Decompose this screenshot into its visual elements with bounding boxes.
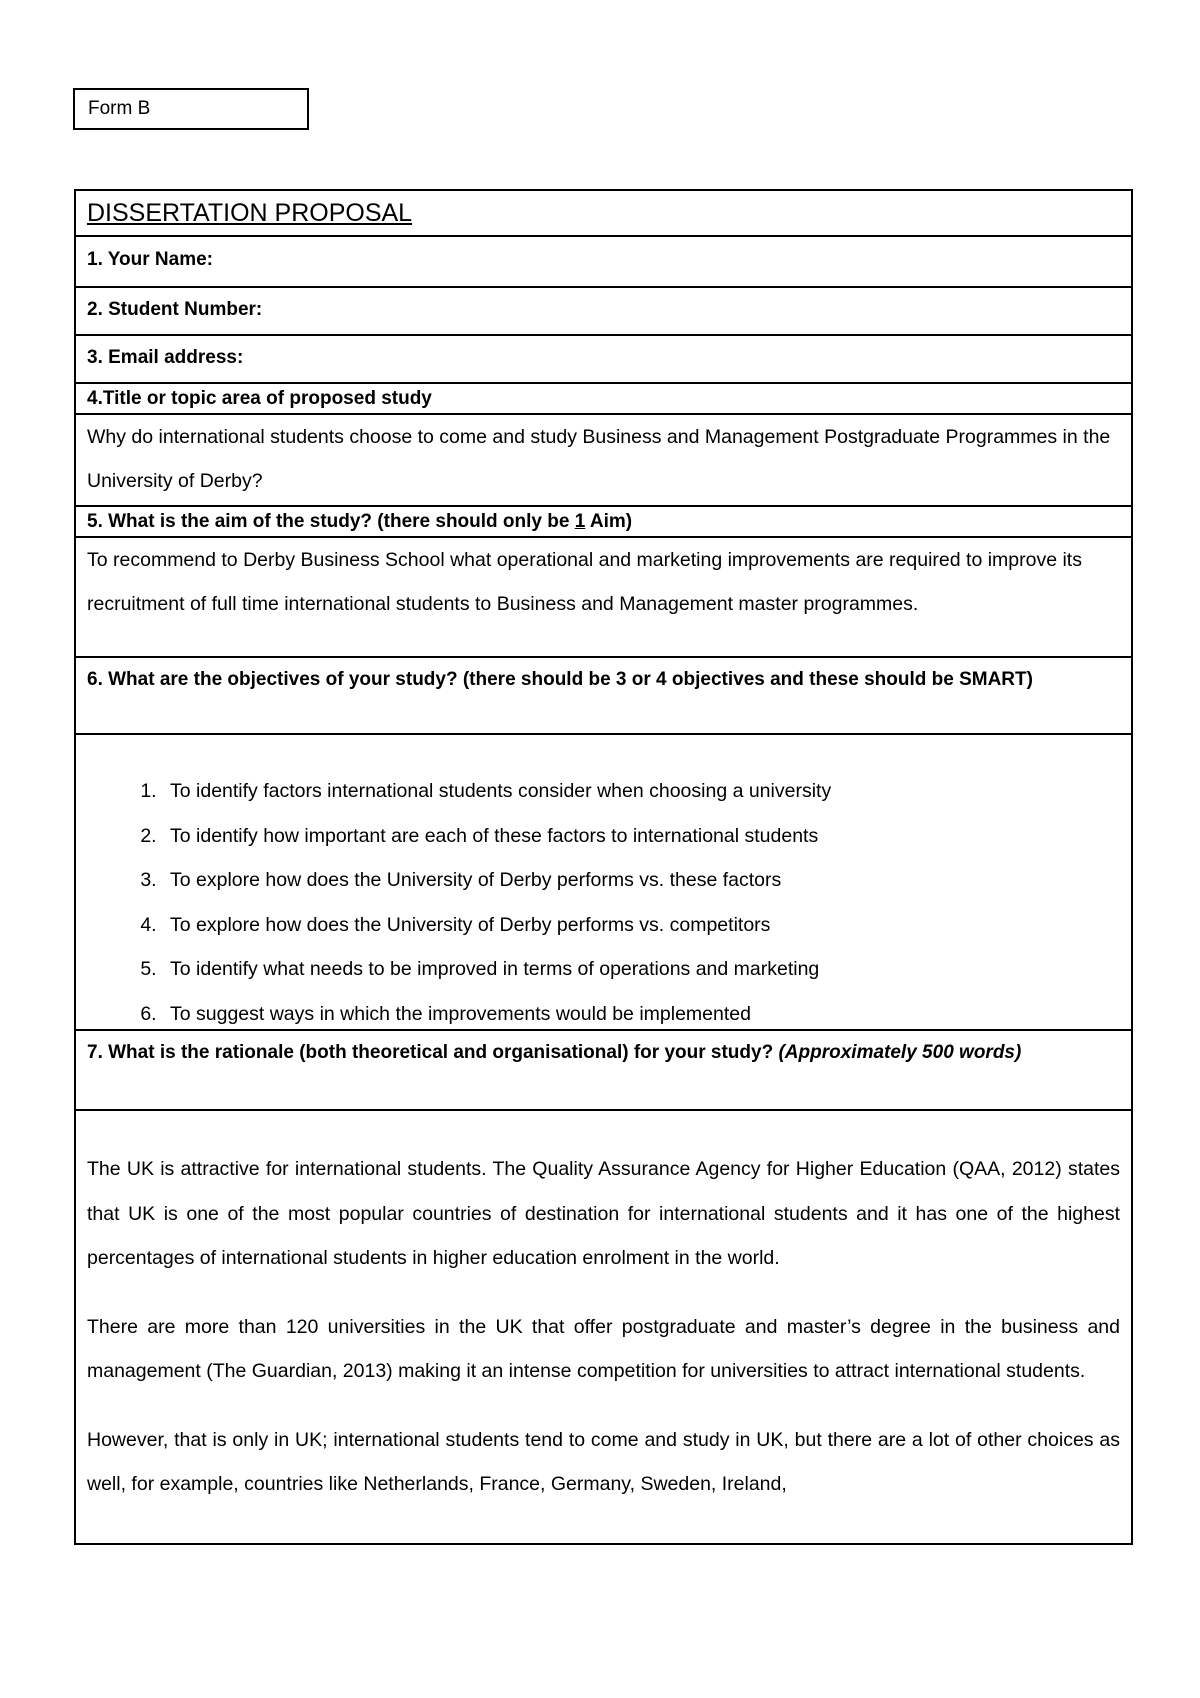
q5-label-before: 5. What is the aim of the study? (there should only be xyxy=(87,511,575,532)
name-field[interactable] xyxy=(76,235,1131,286)
email-field[interactable] xyxy=(76,334,1131,382)
student-number-field[interactable] xyxy=(76,286,1131,334)
q5-label-after: Aim) xyxy=(585,511,633,532)
q4-label: 4.Title or topic area of proposed study xyxy=(76,382,1131,413)
q7-label xyxy=(76,1029,1131,1109)
q4-answer: Why do international students choose to come and study Business and Management Postgraduate Programmes in the University of Derby? xyxy=(76,413,1131,505)
objectives-list xyxy=(87,769,1120,1029)
rationale-paragraph: There are more than 120 universities in the UK that offer postgraduate and master’s degree in the business and management (The Guardian, 2013) making it an intense competition for universities to attract international students. xyxy=(87,1315,1120,1382)
form-label-box xyxy=(73,88,309,130)
objective-item: 1. To identify factors international students consider when choosing a university xyxy=(162,769,1120,814)
q5-label-number: 1 xyxy=(574,511,586,532)
rationale-paragraph: However, that is only in UK; international students tend to come and study in UK, but there are a lot of other choices as well, for example, countries like Netherlands, France, Germany, Sweden, Ireland, xyxy=(87,1428,1120,1495)
email-field-label: 3. Email address: xyxy=(87,347,244,368)
q5-label xyxy=(76,505,1131,536)
proposal-form-table xyxy=(74,189,1133,1545)
student-number-field-label: 2. Student Number: xyxy=(87,299,263,320)
objectives-list-cell xyxy=(76,733,1131,1029)
q6-label: 6. What are the objectives of your study? (there should be 3 or 4 objectives and these should be SMART) xyxy=(76,656,1131,733)
document-title: DISSERTATION PROPOSAL xyxy=(87,199,413,227)
objective-item: 2. To identify how important are each of these factors to international students xyxy=(162,814,1120,859)
objective-item: 3. To explore how does the University of Derby performs vs. these factors xyxy=(162,858,1120,903)
rationale-paragraph: The UK is attractive for international students. The Quality Assurance Agency for Higher Education (QAA, 2012) states that UK is one of the most popular countries of destination for international students and it has one of the highest percentages of international students in higher education enrolment in the world. xyxy=(87,1158,1120,1269)
q7-label-italic: (Approximately 500 words) xyxy=(778,1042,1022,1063)
q7-label-text: 7. What is the rationale (both theoretical and organisational) for your study? xyxy=(87,1042,779,1063)
objective-item: 6. To suggest ways in which the improvements would be implemented xyxy=(162,992,1120,1030)
objective-item: 4. To explore how does the University of Derby performs vs. competitors xyxy=(162,903,1120,948)
q5-answer: To recommend to Derby Business School what operational and marketing improvements are required to improve its recruitment of full time international students to Business and Management master programmes. xyxy=(76,536,1131,656)
objective-item: 5. To identify what needs to be improved in terms of operations and marketing xyxy=(162,947,1120,992)
form-label: Form B xyxy=(88,98,151,119)
name-field-label: 1. Your Name: xyxy=(87,249,214,270)
rationale-cell xyxy=(76,1109,1131,1543)
